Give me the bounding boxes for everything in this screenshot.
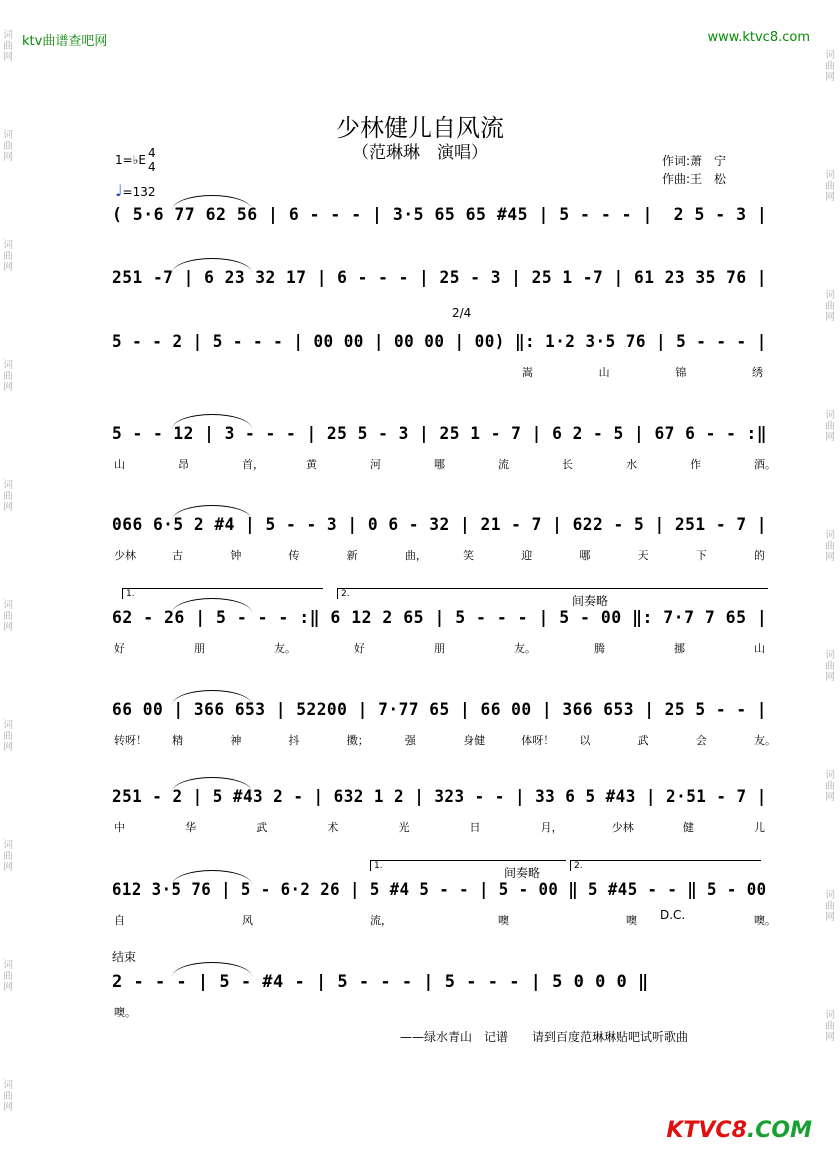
notes-line: 62 - 26 | 5 - - - :‖ 6 12 2 65 | 5 - - - | 5 - 00 ‖: 7·7 7 65 | (112, 608, 768, 628)
slur-arc (172, 598, 252, 613)
watermark-right-5: 词曲网 (825, 530, 835, 563)
credits (662, 152, 726, 188)
notes-line: 66 00 | 366 653 | 52200 | 7·77 65 | 66 00 | 366 653 | 25 5 - - | (112, 700, 768, 720)
quarter-note-icon: ♩ (115, 181, 123, 200)
tempo-value: =132 (122, 185, 156, 199)
lyric-syllable: 武 (256, 821, 268, 834)
watermark-left-5: 词曲网 (3, 480, 13, 513)
notes-line: 5 - - 2 | 5 - - - | 00 00 | 00 00 | 00) ‖: 1·2 3·5 76 | 5 - - - | (112, 332, 767, 352)
ending-label: 结束 (112, 950, 137, 964)
site-name-left[interactable]: ktv曲谱查吧网 (22, 34, 108, 49)
lyric-syllable: 曲， (404, 549, 427, 562)
lyric-syllable: 酒。 (754, 458, 776, 471)
time-signature (148, 146, 156, 174)
lyric-syllable: 好 (114, 642, 125, 655)
lyric-syllable: 身健 (463, 734, 486, 747)
lyric-syllable: 儿 (754, 821, 765, 834)
volta-label: 1. (126, 589, 135, 599)
volta-label: 2. (341, 589, 350, 599)
tempo-marking (115, 181, 156, 200)
watermark-right-4: 词曲网 (825, 410, 835, 443)
watermark-left-4: 词曲网 (3, 360, 13, 393)
lyric-syllable: 哪 (579, 549, 591, 562)
lyric-syllable: 光 (398, 821, 410, 834)
lyric-syllable: 友。 (754, 734, 776, 747)
lyric-syllable: 精 (172, 734, 184, 747)
lyric-syllable: 作 (690, 458, 701, 471)
lyric-syllable: 少林 (114, 549, 136, 562)
lyric-syllable: 迎 (521, 549, 533, 562)
notes-line: ( 5·6 77 62 56 | 6 - - - | 3·5 65 65 #45 | 5 - - - | 2 5 - 3 | (112, 205, 768, 225)
watermark-right-1: 词曲网 (825, 50, 835, 83)
watermark-right-8: 词曲网 (825, 890, 835, 923)
lyric-syllable: 新 (346, 549, 358, 562)
notes-line: 251 - 2 | 5 #43 2 - | 632 1 2 | 323 - - | 33 6 5 #43 | 2·51 - 7 | (112, 787, 767, 807)
lyric-syllable: 山 (114, 458, 125, 471)
volta-bracket-2 (337, 588, 768, 599)
time-signature-top: 4 (148, 146, 156, 160)
lyric-syllable: 黄 (306, 458, 317, 471)
song-subtitle: （范琳琳 演唱） (352, 143, 488, 163)
watermark-left-1: 词曲网 (3, 30, 13, 63)
song-title: 少林健儿自风流 (336, 114, 504, 142)
slur-arc (172, 195, 252, 210)
slur-arc (172, 777, 252, 792)
watermark-left-6: 词曲网 (3, 600, 13, 633)
footer-note: ——绿水青山 记谱 请到百度范琳琳贴吧试听歌曲 (400, 1030, 689, 1044)
time-change-marker: 2/4 (452, 306, 472, 320)
lyric-syllable: 哪 (434, 458, 445, 471)
interlude-note: 间奏略 (504, 866, 541, 880)
lyric-syllable: 河 (370, 458, 381, 471)
lyric-syllable: 神 (230, 734, 242, 747)
time-signature-bottom: 4 (148, 160, 156, 174)
key-signature: 1=♭E (115, 153, 146, 167)
slur-arc (172, 505, 252, 520)
notes-line: 066 6·5 2 #4 | 5 - - 3 | 0 6 - 32 | 21 - 7 | 622 - 5 | 251 - 7 | (112, 515, 768, 535)
notes-line: 251 -7 | 6 23 32 17 | 6 - - - | 25 - 3 | 25 1 -7 | 61 23 35 76 | (112, 268, 768, 288)
composer: 作曲:王 松 (662, 172, 727, 186)
lyric-syllable: 体呀！ (521, 734, 555, 747)
lyric-syllable: 武 (637, 734, 649, 747)
lyric-syllable: 以 (579, 734, 591, 747)
lyric-syllable: 中 (114, 821, 125, 834)
dc-marking: D.C. (660, 908, 686, 922)
watermark-left-8: 词曲网 (3, 840, 13, 873)
lyric-syllable: 古 (172, 549, 184, 562)
lyric-syllable: 朋 (194, 642, 205, 655)
lyric-syllable: 嵩 (522, 366, 533, 379)
volta-bracket-1 (122, 588, 323, 599)
watermark-left-2: 词曲网 (3, 130, 13, 163)
notes-line: 5 - - 12 | 3 - - - | 25 5 - 3 | 25 1 - 7 | 6 2 - 5 | 67 6 - - :‖ (112, 424, 768, 444)
lyric-syllable: 挪 (674, 642, 685, 655)
lyric-syllable: 下 (695, 549, 707, 562)
lyric-syllable: 流 (498, 458, 509, 471)
lyric-syllable: 月， (540, 821, 563, 834)
lyric-syllable: 的 (754, 549, 765, 562)
slur-arc (172, 258, 252, 273)
site-url-right[interactable]: www.ktvc8.com (707, 30, 810, 45)
lyric-syllable: 首， (242, 458, 264, 471)
slur-arc (172, 962, 252, 977)
lyric-syllable: 流， (370, 914, 392, 927)
lyric-syllable: 山 (754, 642, 765, 655)
volta-label: 1. (374, 861, 383, 871)
watermark-right-3: 词曲网 (825, 290, 835, 323)
lyric-syllable: 日 (469, 821, 481, 834)
lyric-syllable: 长 (562, 458, 573, 471)
lyric-syllable: 水 (626, 458, 637, 471)
volta-label: 2. (574, 861, 583, 871)
lyric-syllable: 华 (185, 821, 197, 834)
lyric-syllable: 噢 (498, 914, 509, 927)
lyric-syllable: 转呀！ (114, 734, 147, 747)
logo-part-2: .COM (746, 1118, 812, 1143)
lyric-syllable: 钟 (230, 549, 242, 562)
lyric-syllable: 抖 (288, 734, 300, 747)
lyric-syllable: 天 (637, 549, 649, 562)
watermark-right-6: 词曲网 (825, 650, 835, 683)
slur-arc (172, 690, 252, 705)
lyric-syllable: 少林 (611, 821, 634, 834)
lyric-syllable: 擞； (346, 734, 369, 747)
watermark-left-7: 词曲网 (3, 720, 13, 753)
lyric-syllable: 友。 (514, 642, 536, 655)
lyric-syllable: 噢 (626, 914, 637, 927)
lyric-syllable: 山 (598, 366, 610, 379)
lyric-syllable: 噢。 (754, 914, 776, 927)
lyric-syllable: 朋 (434, 642, 445, 655)
lyric-syllable: 笑 (463, 549, 475, 562)
lyric-syllable: 锦 (675, 366, 687, 379)
slur-arc (172, 414, 252, 429)
watermark-left-10: 词曲网 (3, 1080, 13, 1113)
lyric-syllable: 好 (354, 642, 365, 655)
logo-part-1: KTVC8 (666, 1118, 747, 1143)
watermark-left-3: 词曲网 (3, 240, 13, 273)
lyric-syllable: 传 (288, 549, 300, 562)
lyric-syllable: 噢。 (114, 1006, 136, 1019)
lyric-syllable: 绣 (752, 366, 763, 379)
interlude-note: 间奏略 (572, 594, 609, 608)
lyric-syllable: 昂 (178, 458, 189, 471)
notes-line: 612 3·5 76 | 5 - 6·2 26 | 5 #4 5 - - | 5 - 00 ‖ 5 #45 - - ‖ 5 - 00 (112, 880, 767, 900)
lyric-syllable: 风 (242, 914, 253, 927)
lyric-syllable: 健 (682, 821, 694, 834)
watermark-right-7: 词曲网 (825, 770, 835, 803)
lyric-syllable: 术 (327, 821, 339, 834)
watermark-right-2: 词曲网 (825, 170, 835, 203)
volta-bracket-1 (370, 860, 566, 871)
lyric-syllable: 自 (114, 914, 125, 927)
watermark-right-9: 词曲网 (825, 1010, 835, 1043)
slur-arc (172, 870, 252, 885)
lyricist: 作词:萧 宁 (662, 154, 727, 168)
site-logo[interactable] (666, 1118, 812, 1143)
lyric-syllable: 强 (404, 734, 416, 747)
lyric-syllable: 友。 (274, 642, 296, 655)
watermark-left-9: 词曲网 (3, 960, 13, 993)
notes-line: 2 - - - | 5 - #4 - | 5 - - - | 5 - - - | 5 0 0 0 ‖ (112, 972, 649, 992)
volta-bracket-2 (570, 860, 761, 871)
lyric-syllable: 会 (695, 734, 707, 747)
lyric-syllable: 腾 (594, 642, 605, 655)
